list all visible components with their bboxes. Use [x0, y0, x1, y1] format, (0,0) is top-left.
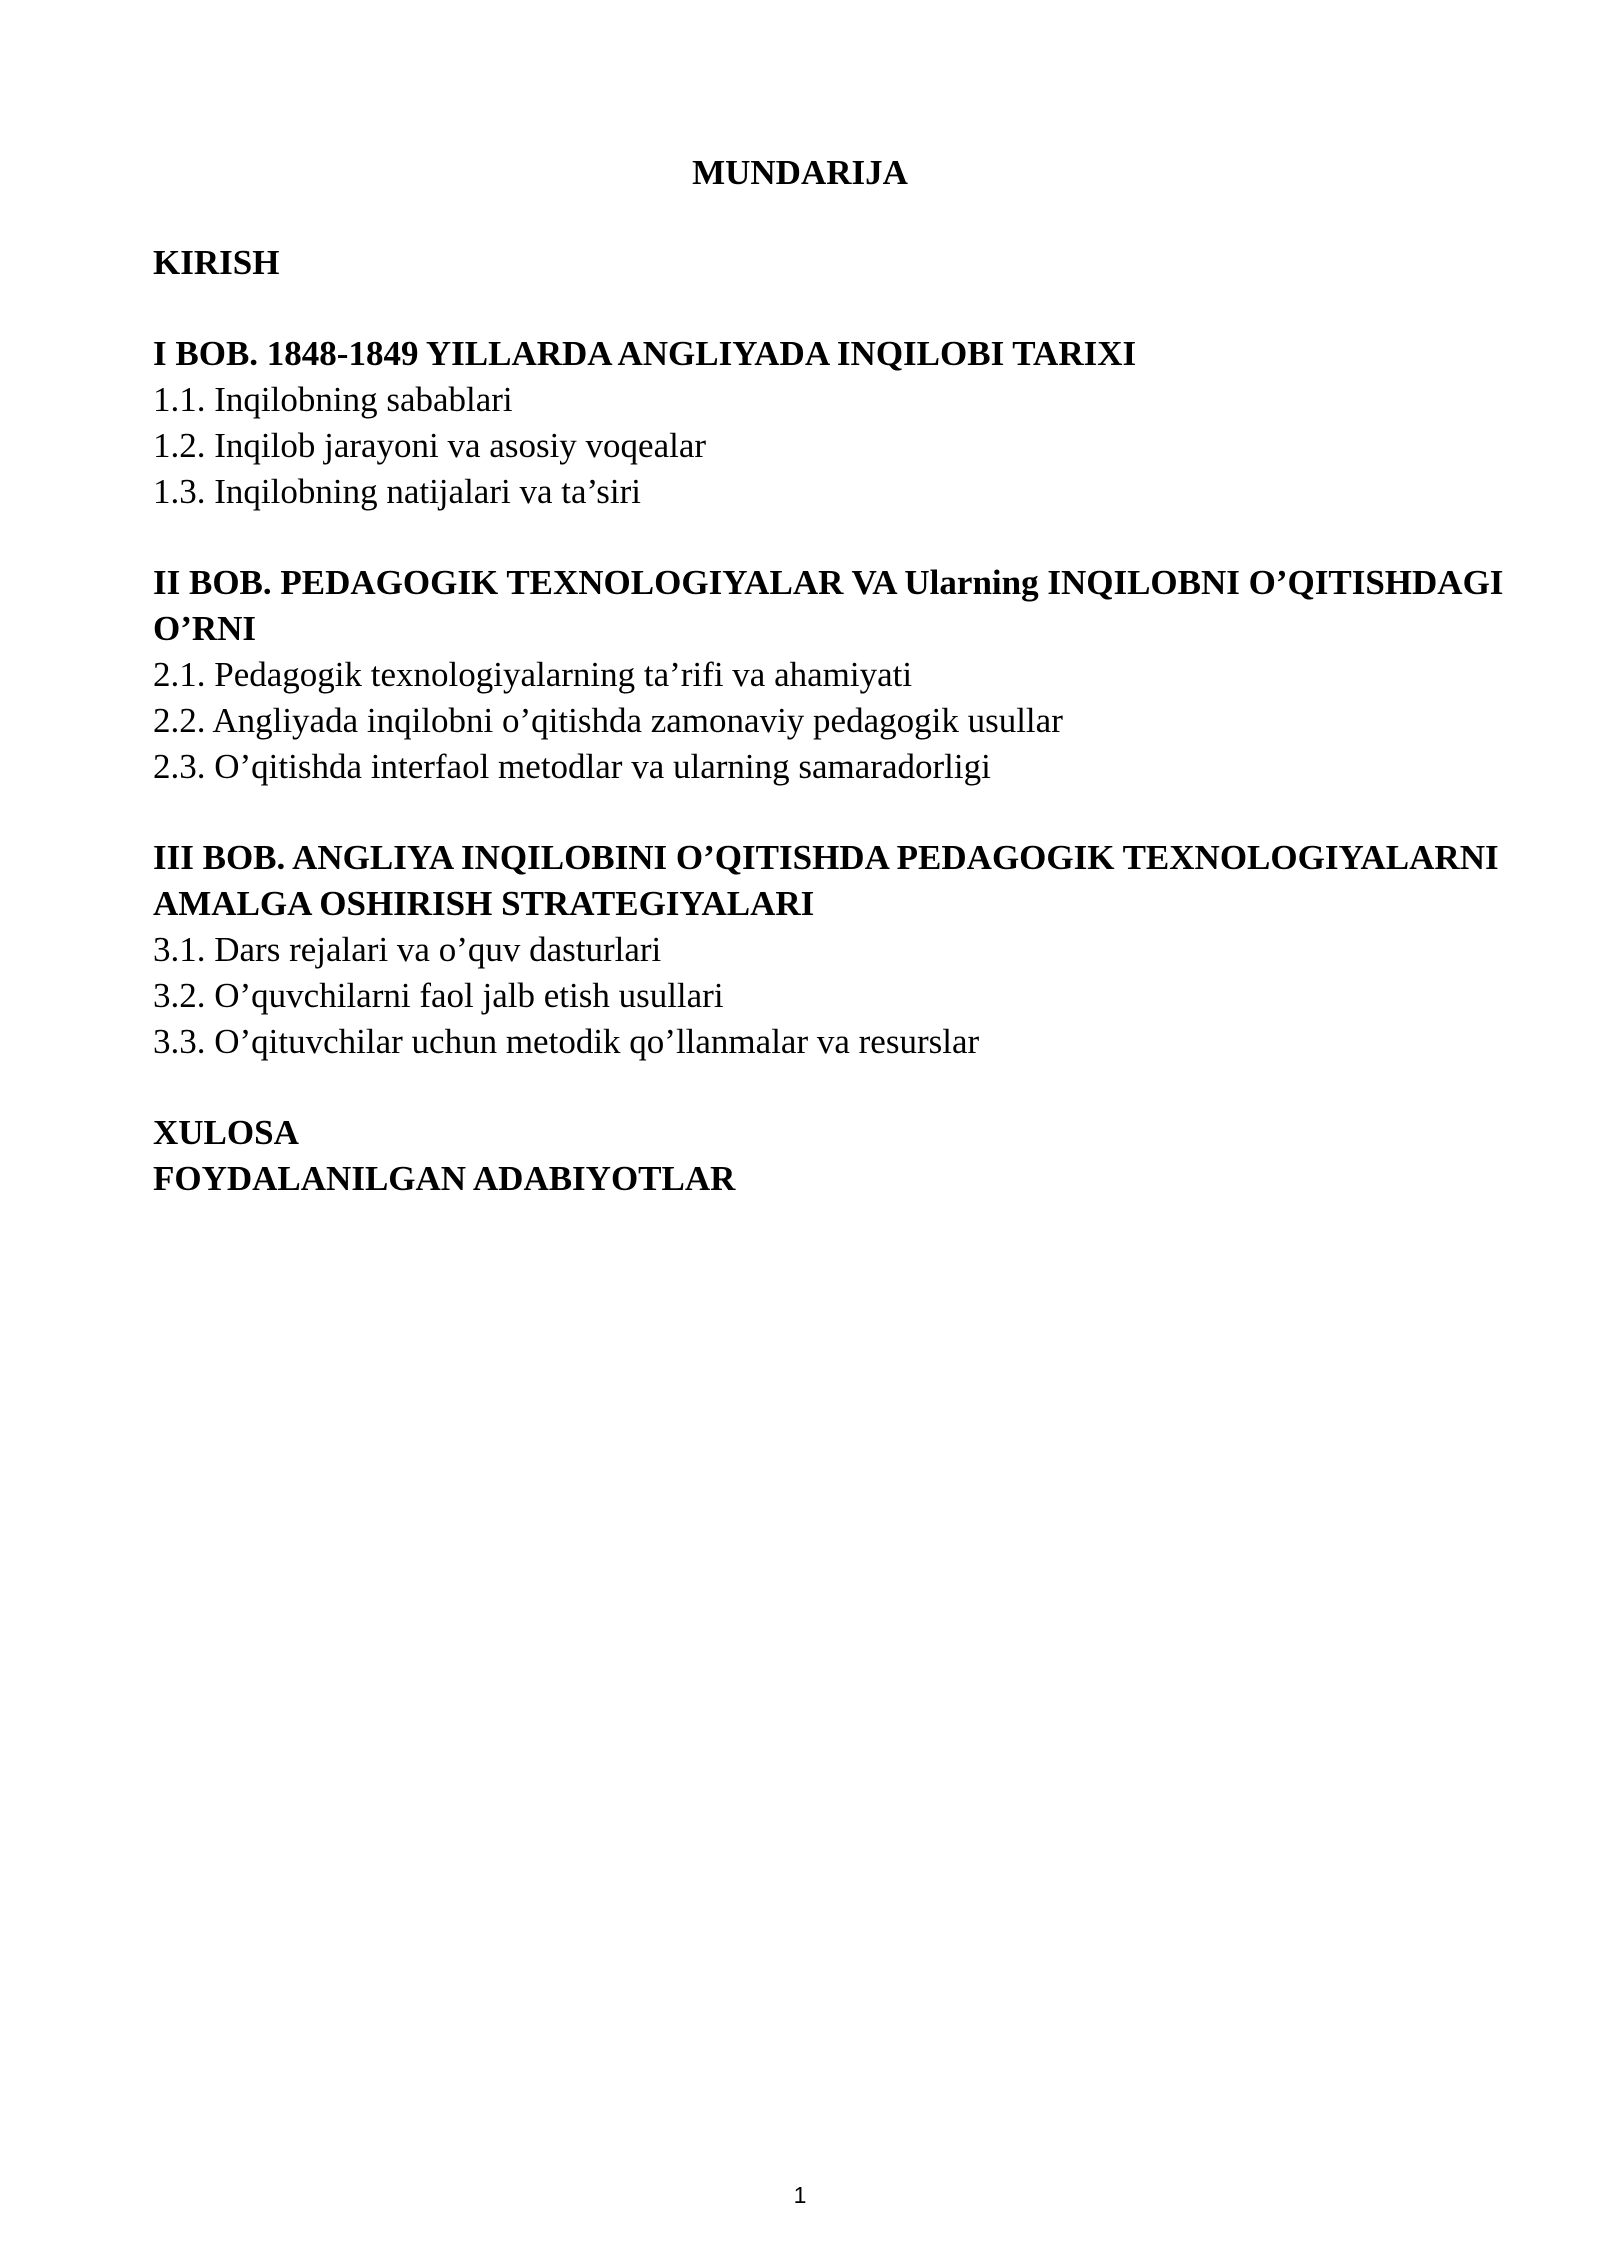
toc-references: FOYDALANILGAN ADABIYOTLAR	[153, 1159, 736, 1198]
toc-chapter-1-heading: I BOB. 1848-1849 YILLARDA ANGLIYADA INQILOBI TARIXI	[153, 334, 1137, 373]
toc-chapter-2-heading-line-2: O’RNI	[153, 609, 257, 648]
toc-item-2-3: 2.3. O’qitishda interfaol metodlar va ularning samaradorligi	[153, 747, 991, 786]
toc-item-3-1: 3.1. Dars rejalari va o’quv dasturlari	[153, 930, 662, 969]
toc-item-2-1: 2.1. Pedagogik texnologiyalarning ta’rifi va ahamiyati	[153, 655, 913, 694]
toc-item-1-3: 1.3. Inqilobning natijalari va ta’siri	[153, 472, 641, 511]
page-number: 1	[793, 2182, 807, 2208]
toc-item-3-3: 3.3. O’qituvchilar uchun metodik qo’llanmalar va resurslar	[153, 1022, 980, 1061]
toc-chapter-2-heading-line-1: II BOB. PEDAGOGIK TEXNOLOGIYALAR VA Ularning INQILOBNI O’QITISHDAGI	[153, 563, 1504, 602]
toc-item-3-2: 3.2. O’quvchilarni faol jalb etish usullari	[153, 976, 724, 1015]
section-gap	[153, 1065, 1600, 1110]
page-title: MUNDARIJA	[692, 153, 908, 192]
toc-item-2-2: 2.2. Angliyada inqilobni o’qitishda zamonaviy pedagogik usullar	[153, 701, 1063, 740]
section-gap	[153, 286, 1600, 331]
table-of-contents	[153, 240, 1600, 1202]
toc-intro: KIRISH	[153, 243, 280, 282]
toc-item-1-2: 1.2. Inqilob jarayoni va asosiy voqealar	[153, 426, 707, 465]
toc-conclusion: XULOSA	[153, 1113, 299, 1152]
section-gap	[153, 790, 1600, 835]
toc-chapter-3-heading-line-1: III BOB. ANGLIYA INQILOBINI O’QITISHDA PEDAGOGIK TEXNOLOGIYALARNI	[153, 838, 1499, 877]
toc-item-1-1: 1.1. Inqilobning sabablari	[153, 380, 513, 419]
toc-chapter-3-heading-line-2: AMALGA OSHIRISH STRATEGIYALARI	[153, 884, 815, 923]
section-gap	[153, 515, 1600, 560]
